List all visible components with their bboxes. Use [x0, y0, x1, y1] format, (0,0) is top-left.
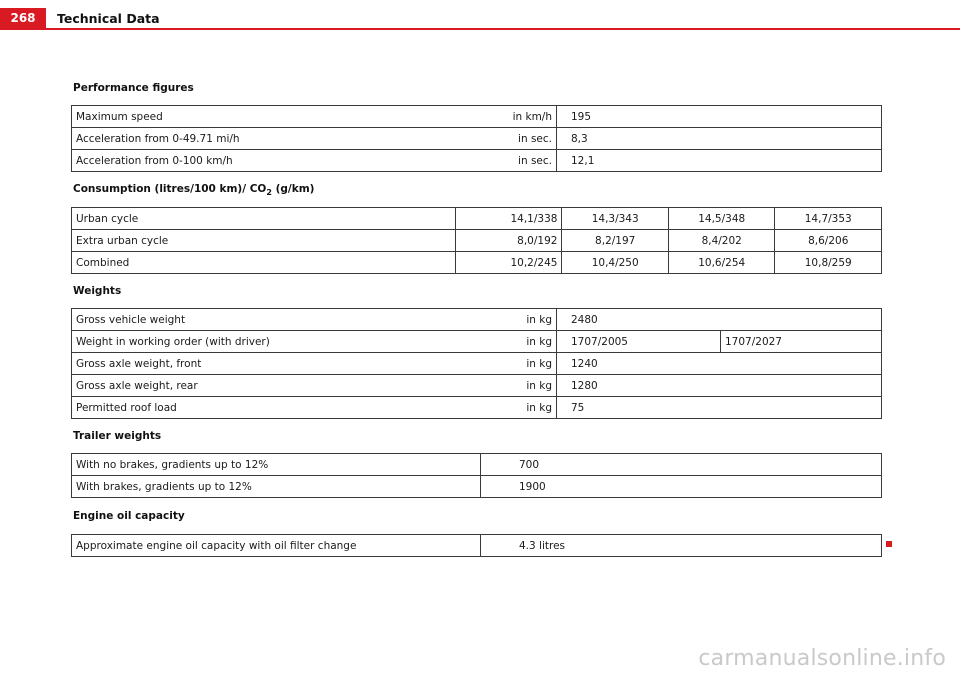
table-row	[72, 397, 882, 419]
row-unit: in kg	[480, 397, 557, 419]
row-value: 75	[557, 397, 882, 419]
header-rule	[0, 28, 960, 30]
row-value: 8,3	[557, 128, 882, 150]
table-row	[72, 353, 882, 375]
oil-table	[71, 534, 882, 557]
row-value: 8,4/202	[668, 230, 775, 252]
table-row	[72, 309, 882, 331]
page-title: Technical Data	[57, 11, 160, 26]
page-number: 268	[0, 8, 46, 29]
row-unit: in kg	[480, 331, 557, 353]
table-row	[72, 150, 882, 172]
consumption-heading-unit: (g/km)	[271, 183, 315, 195]
row-value-alt: 1707/2027	[721, 331, 882, 353]
row-label: With brakes, gradients up to 12%	[72, 476, 481, 498]
row-label: Acceleration from 0-100 km/h	[72, 150, 481, 172]
row-unit: in kg	[480, 309, 557, 331]
row-label: Weight in working order (with driver)	[72, 331, 481, 353]
row-value: 4.3 litres	[481, 535, 882, 557]
table-row	[72, 331, 882, 353]
row-value: 12,1	[557, 150, 882, 172]
row-label: Extra urban cycle	[72, 230, 456, 252]
row-label: With no brakes, gradients up to 12%	[72, 454, 481, 476]
performance-table	[71, 105, 882, 172]
row-label: Maximum speed	[72, 106, 481, 128]
oil-heading: Engine oil capacity	[73, 510, 185, 522]
row-label: Gross axle weight, front	[72, 353, 481, 375]
table-row	[72, 375, 882, 397]
row-value: 8,6/206	[775, 230, 882, 252]
row-label: Acceleration from 0-49.71 mi/h	[72, 128, 481, 150]
table-row	[72, 535, 882, 557]
row-value: 10,8/259	[775, 252, 882, 274]
consumption-table	[71, 207, 882, 274]
row-label: Permitted roof load	[72, 397, 481, 419]
row-value: 700	[481, 454, 882, 476]
table-row	[72, 454, 882, 476]
row-value: 14,1/338	[455, 208, 562, 230]
weights-table	[71, 308, 882, 419]
trailer-heading: Trailer weights	[73, 430, 162, 442]
table-row	[72, 208, 882, 230]
consumption-heading	[73, 183, 314, 197]
row-unit: in sec.	[480, 128, 557, 150]
row-value: 1900	[481, 476, 882, 498]
trailer-table	[71, 453, 882, 498]
row-value: 1240	[557, 353, 882, 375]
row-label: Combined	[72, 252, 456, 274]
table-row	[72, 252, 882, 274]
row-value: 14,5/348	[668, 208, 775, 230]
row-value: 14,7/353	[775, 208, 882, 230]
table-row	[72, 128, 882, 150]
row-value: 8,2/197	[562, 230, 669, 252]
performance-heading: Performance figures	[73, 82, 194, 94]
table-row	[72, 230, 882, 252]
row-label: Gross vehicle weight	[72, 309, 481, 331]
row-unit: in sec.	[480, 150, 557, 172]
page-header	[0, 0, 960, 30]
row-value: 195	[557, 106, 882, 128]
watermark: carmanualsonline.info	[698, 646, 946, 671]
row-unit: in kg	[480, 353, 557, 375]
row-value: 14,3/343	[562, 208, 669, 230]
weights-heading: Weights	[73, 285, 122, 297]
table-row	[72, 106, 882, 128]
row-value: 1280	[557, 375, 882, 397]
row-unit: in kg	[480, 375, 557, 397]
consumption-heading-text: Consumption (litres/100 km)/ CO	[73, 183, 267, 195]
consumption-heading-sub: 2	[266, 188, 272, 198]
row-value: 10,4/250	[562, 252, 669, 274]
row-value: 10,6/254	[668, 252, 775, 274]
row-unit: in km/h	[480, 106, 557, 128]
row-value: 8,0/192	[455, 230, 562, 252]
row-value: 2480	[557, 309, 882, 331]
row-label: Approximate engine oil capacity with oil filter change	[72, 535, 481, 557]
table-row	[72, 476, 882, 498]
row-label: Gross axle weight, rear	[72, 375, 481, 397]
row-value: 1707/2005	[557, 331, 721, 353]
row-label: Urban cycle	[72, 208, 456, 230]
row-value: 10,2/245	[455, 252, 562, 274]
end-of-section-marker	[886, 541, 892, 547]
